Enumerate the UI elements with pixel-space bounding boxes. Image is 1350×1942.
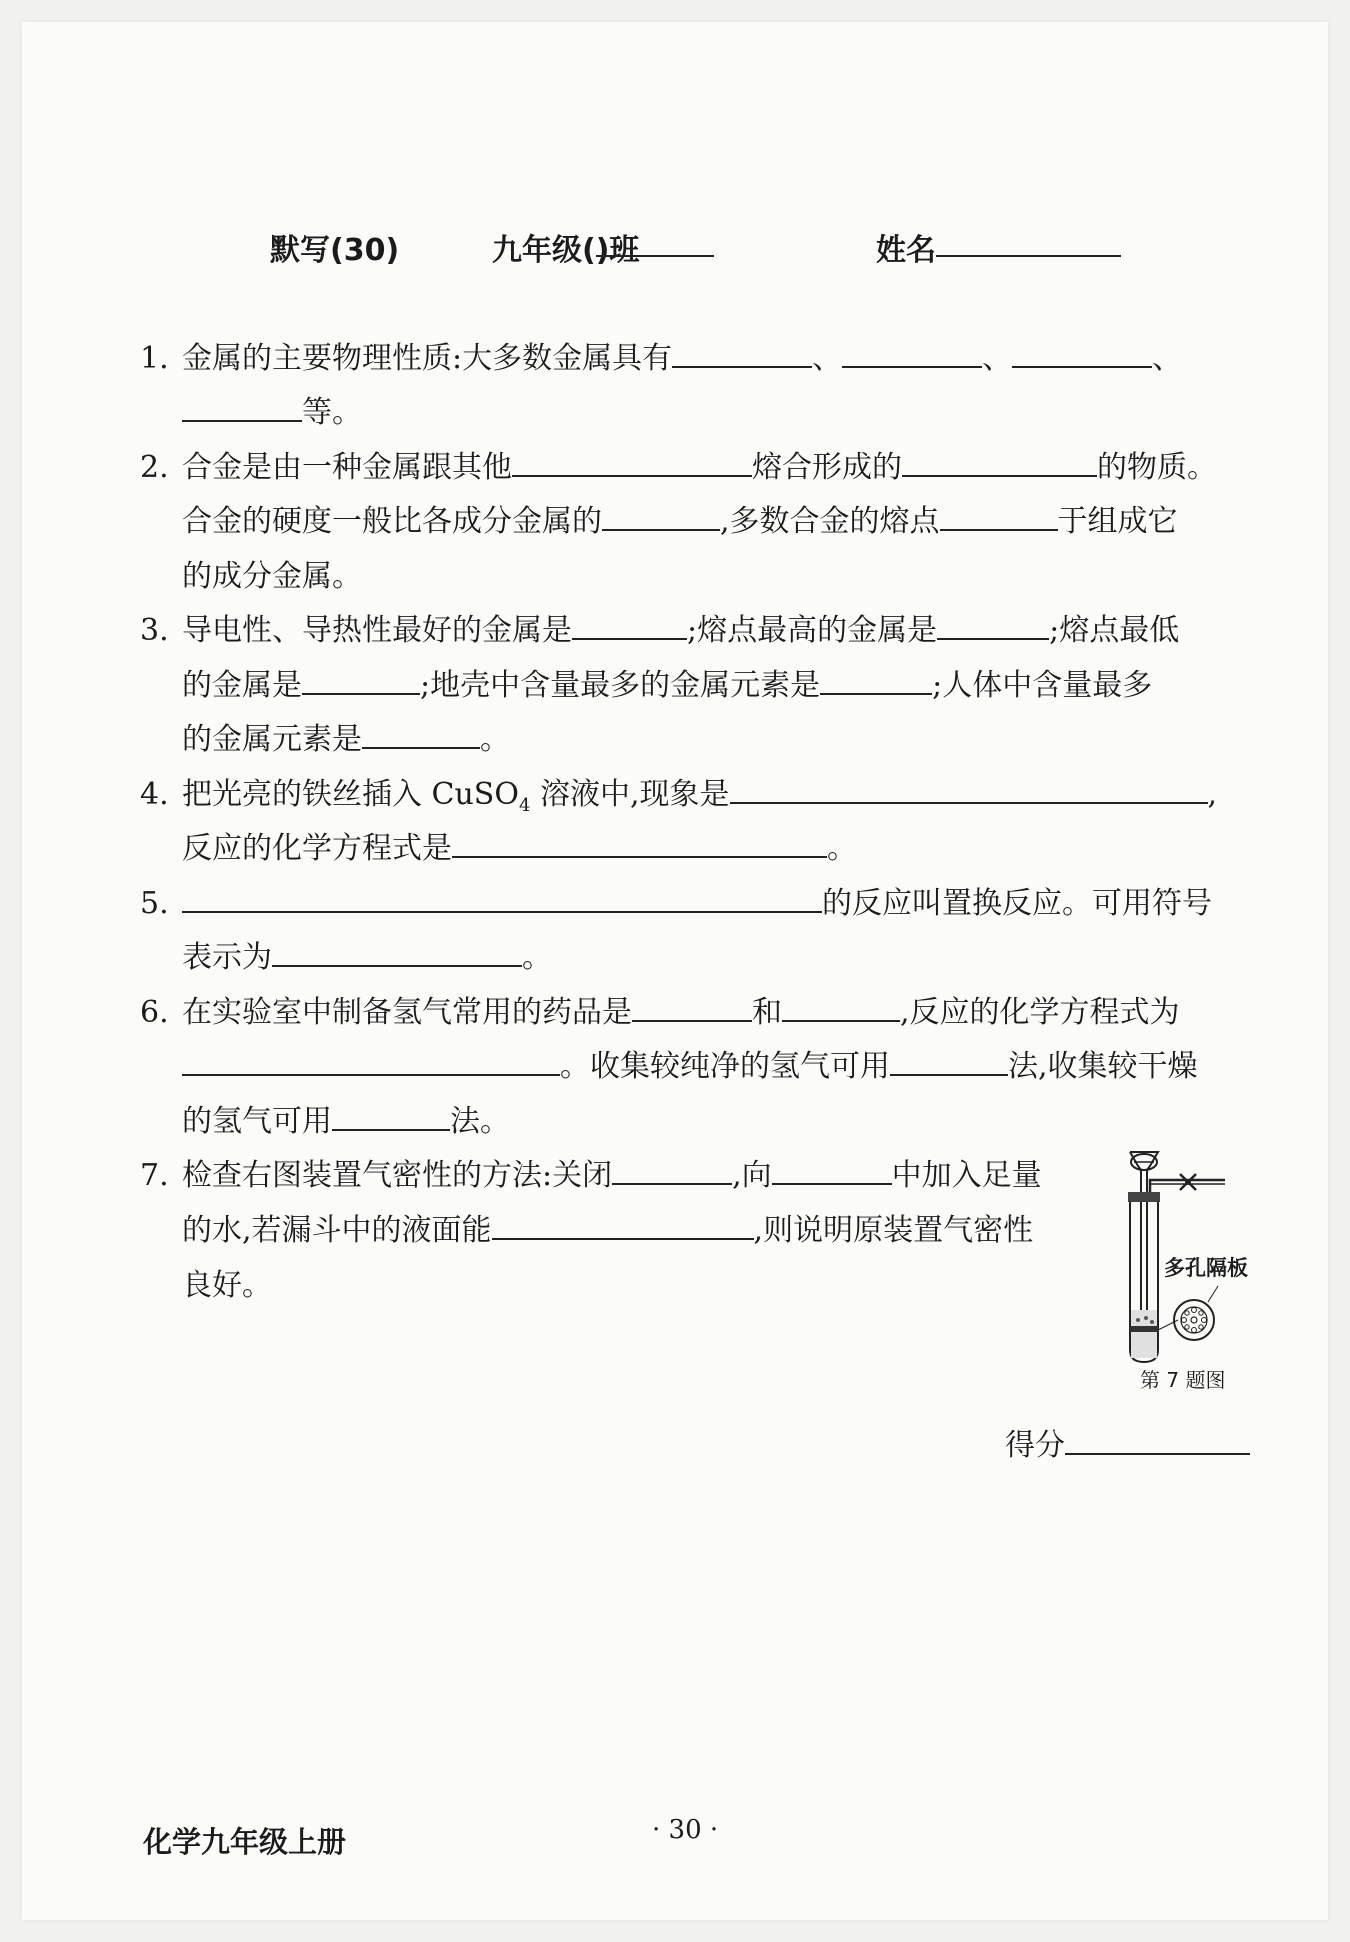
- label-pointer: [1208, 1286, 1218, 1302]
- class-blank[interactable]: [596, 225, 714, 257]
- q6-blank-2[interactable]: [782, 990, 900, 1022]
- question-6-line-2: 。收集较纯净的氢气可用 法,收集较干燥: [182, 1041, 1198, 1085]
- question-2: 2. 合金是由一种金属跟其他 熔合形成的 的物质。: [140, 442, 1217, 486]
- question-4: 4. 把光亮的铁丝插入 CuSO$_4$ 溶液中,现象是 ,: [140, 769, 1217, 816]
- score-field: 得分: [1005, 1420, 1250, 1464]
- q1-blank-2[interactable]: [842, 336, 982, 368]
- question-1: 1. 金属的主要物理性质:大多数金属具有 、 、 、: [140, 333, 1182, 377]
- question-7-line-3: 良好。: [182, 1268, 272, 1303]
- question-2-line-3: 的成分金属。: [182, 559, 362, 594]
- grade-label: 九年级( )班: [492, 225, 639, 269]
- q2-blank-1[interactable]: [512, 445, 752, 477]
- q6-blank-1[interactable]: [632, 990, 752, 1022]
- question-1-line-2: 等。: [182, 387, 362, 431]
- question-2-line-2: 合金的硬度一般比各成分金属的 ,多数合金的熔点 于组成它: [182, 496, 1178, 540]
- plate-hole: [1192, 1308, 1197, 1313]
- plate-hole: [1199, 1325, 1203, 1329]
- q3-blank-1[interactable]: [572, 608, 687, 640]
- q6-blank-4[interactable]: [890, 1044, 1008, 1076]
- plate-hole: [1185, 1311, 1189, 1315]
- figure-caption: 第 7 题图: [1140, 1368, 1226, 1392]
- q3-blank-3[interactable]: [302, 663, 420, 695]
- question-7-line-2: 的水,若漏斗中的液面能 ,则说明原装置气密性: [182, 1205, 1033, 1249]
- plate-hole: [1185, 1325, 1189, 1329]
- q2-blank-3[interactable]: [602, 499, 720, 531]
- question-5-line-2: 表示为 。: [182, 932, 552, 976]
- question-3-line-3: 的金属元素是 。: [182, 714, 510, 758]
- score-blank[interactable]: [1065, 1423, 1250, 1455]
- name-label: 姓名: [876, 225, 936, 269]
- liquid-level: [1131, 1310, 1157, 1358]
- plate-hole: [1192, 1328, 1197, 1333]
- q1-blank-4[interactable]: [182, 390, 302, 422]
- clamp-pivot: [1185, 1179, 1191, 1185]
- porous-plate-label: 多孔隔板: [1164, 1256, 1248, 1280]
- q6-blank-3[interactable]: [182, 1044, 560, 1076]
- name-blank[interactable]: [936, 225, 1121, 257]
- apparatus-figure: [1110, 1140, 1260, 1390]
- plate-hole: [1199, 1311, 1203, 1315]
- plate-hole: [1182, 1318, 1187, 1323]
- page-number: · 30 ·: [652, 1815, 719, 1845]
- q3-blank-2[interactable]: [937, 608, 1049, 640]
- rubber-stopper: [1128, 1192, 1160, 1202]
- q2-blank-4[interactable]: [940, 499, 1058, 531]
- q6-blank-5[interactable]: [332, 1099, 450, 1131]
- q7-blank-2[interactable]: [772, 1153, 892, 1185]
- magnified-plate: [1174, 1300, 1214, 1340]
- q1-blank-3[interactable]: [1012, 336, 1152, 368]
- plate-ring: [1181, 1307, 1207, 1333]
- plate-hole: [1191, 1317, 1197, 1323]
- q7-blank-1[interactable]: [612, 1153, 732, 1185]
- book-title: 化学九年级上册: [143, 1825, 347, 1859]
- q3-blank-4[interactable]: [820, 663, 932, 695]
- funnel-shape: [1130, 1152, 1158, 1310]
- q3-blank-5[interactable]: [362, 717, 480, 749]
- q5-blank-2[interactable]: [272, 935, 522, 967]
- q4-blank-2[interactable]: [452, 826, 827, 858]
- question-6: 6. 在实验室中制备氢气常用的药品是 和 ,反应的化学方程式为: [140, 987, 1180, 1031]
- solid-particle: [1144, 1316, 1148, 1320]
- question-3-line-2: 的金属是 ;地壳中含量最多的金属元素是 ;人体中含量最多: [182, 660, 1152, 704]
- q2-blank-2[interactable]: [902, 445, 1097, 477]
- q7-blank-3[interactable]: [492, 1208, 754, 1240]
- q4-blank-1[interactable]: [730, 772, 1208, 804]
- question-4-line-2: 反应的化学方程式是 。: [182, 823, 857, 867]
- funnel-stem: [1130, 1152, 1141, 1310]
- plate-hole: [1202, 1318, 1207, 1323]
- q1-blank-1[interactable]: [672, 336, 812, 368]
- question-6-line-3: 的氢气可用 法。: [182, 1096, 510, 1140]
- dictation-title: 默写(30): [270, 233, 400, 268]
- question-7: 7. 检查右图装置气密性的方法:关闭 ,向 中加入足量: [140, 1150, 1042, 1194]
- question-3: 3. 导电性、导热性最好的金属是 ;熔点最高的金属是 ;熔点最低: [140, 605, 1179, 649]
- porous-plate: [1130, 1326, 1158, 1332]
- q5-blank-1[interactable]: [182, 881, 822, 913]
- solid-particle: [1150, 1320, 1154, 1324]
- question-5: 5. 的反应叫置换反应。可用符号: [140, 878, 1212, 922]
- solid-particle: [1136, 1318, 1140, 1322]
